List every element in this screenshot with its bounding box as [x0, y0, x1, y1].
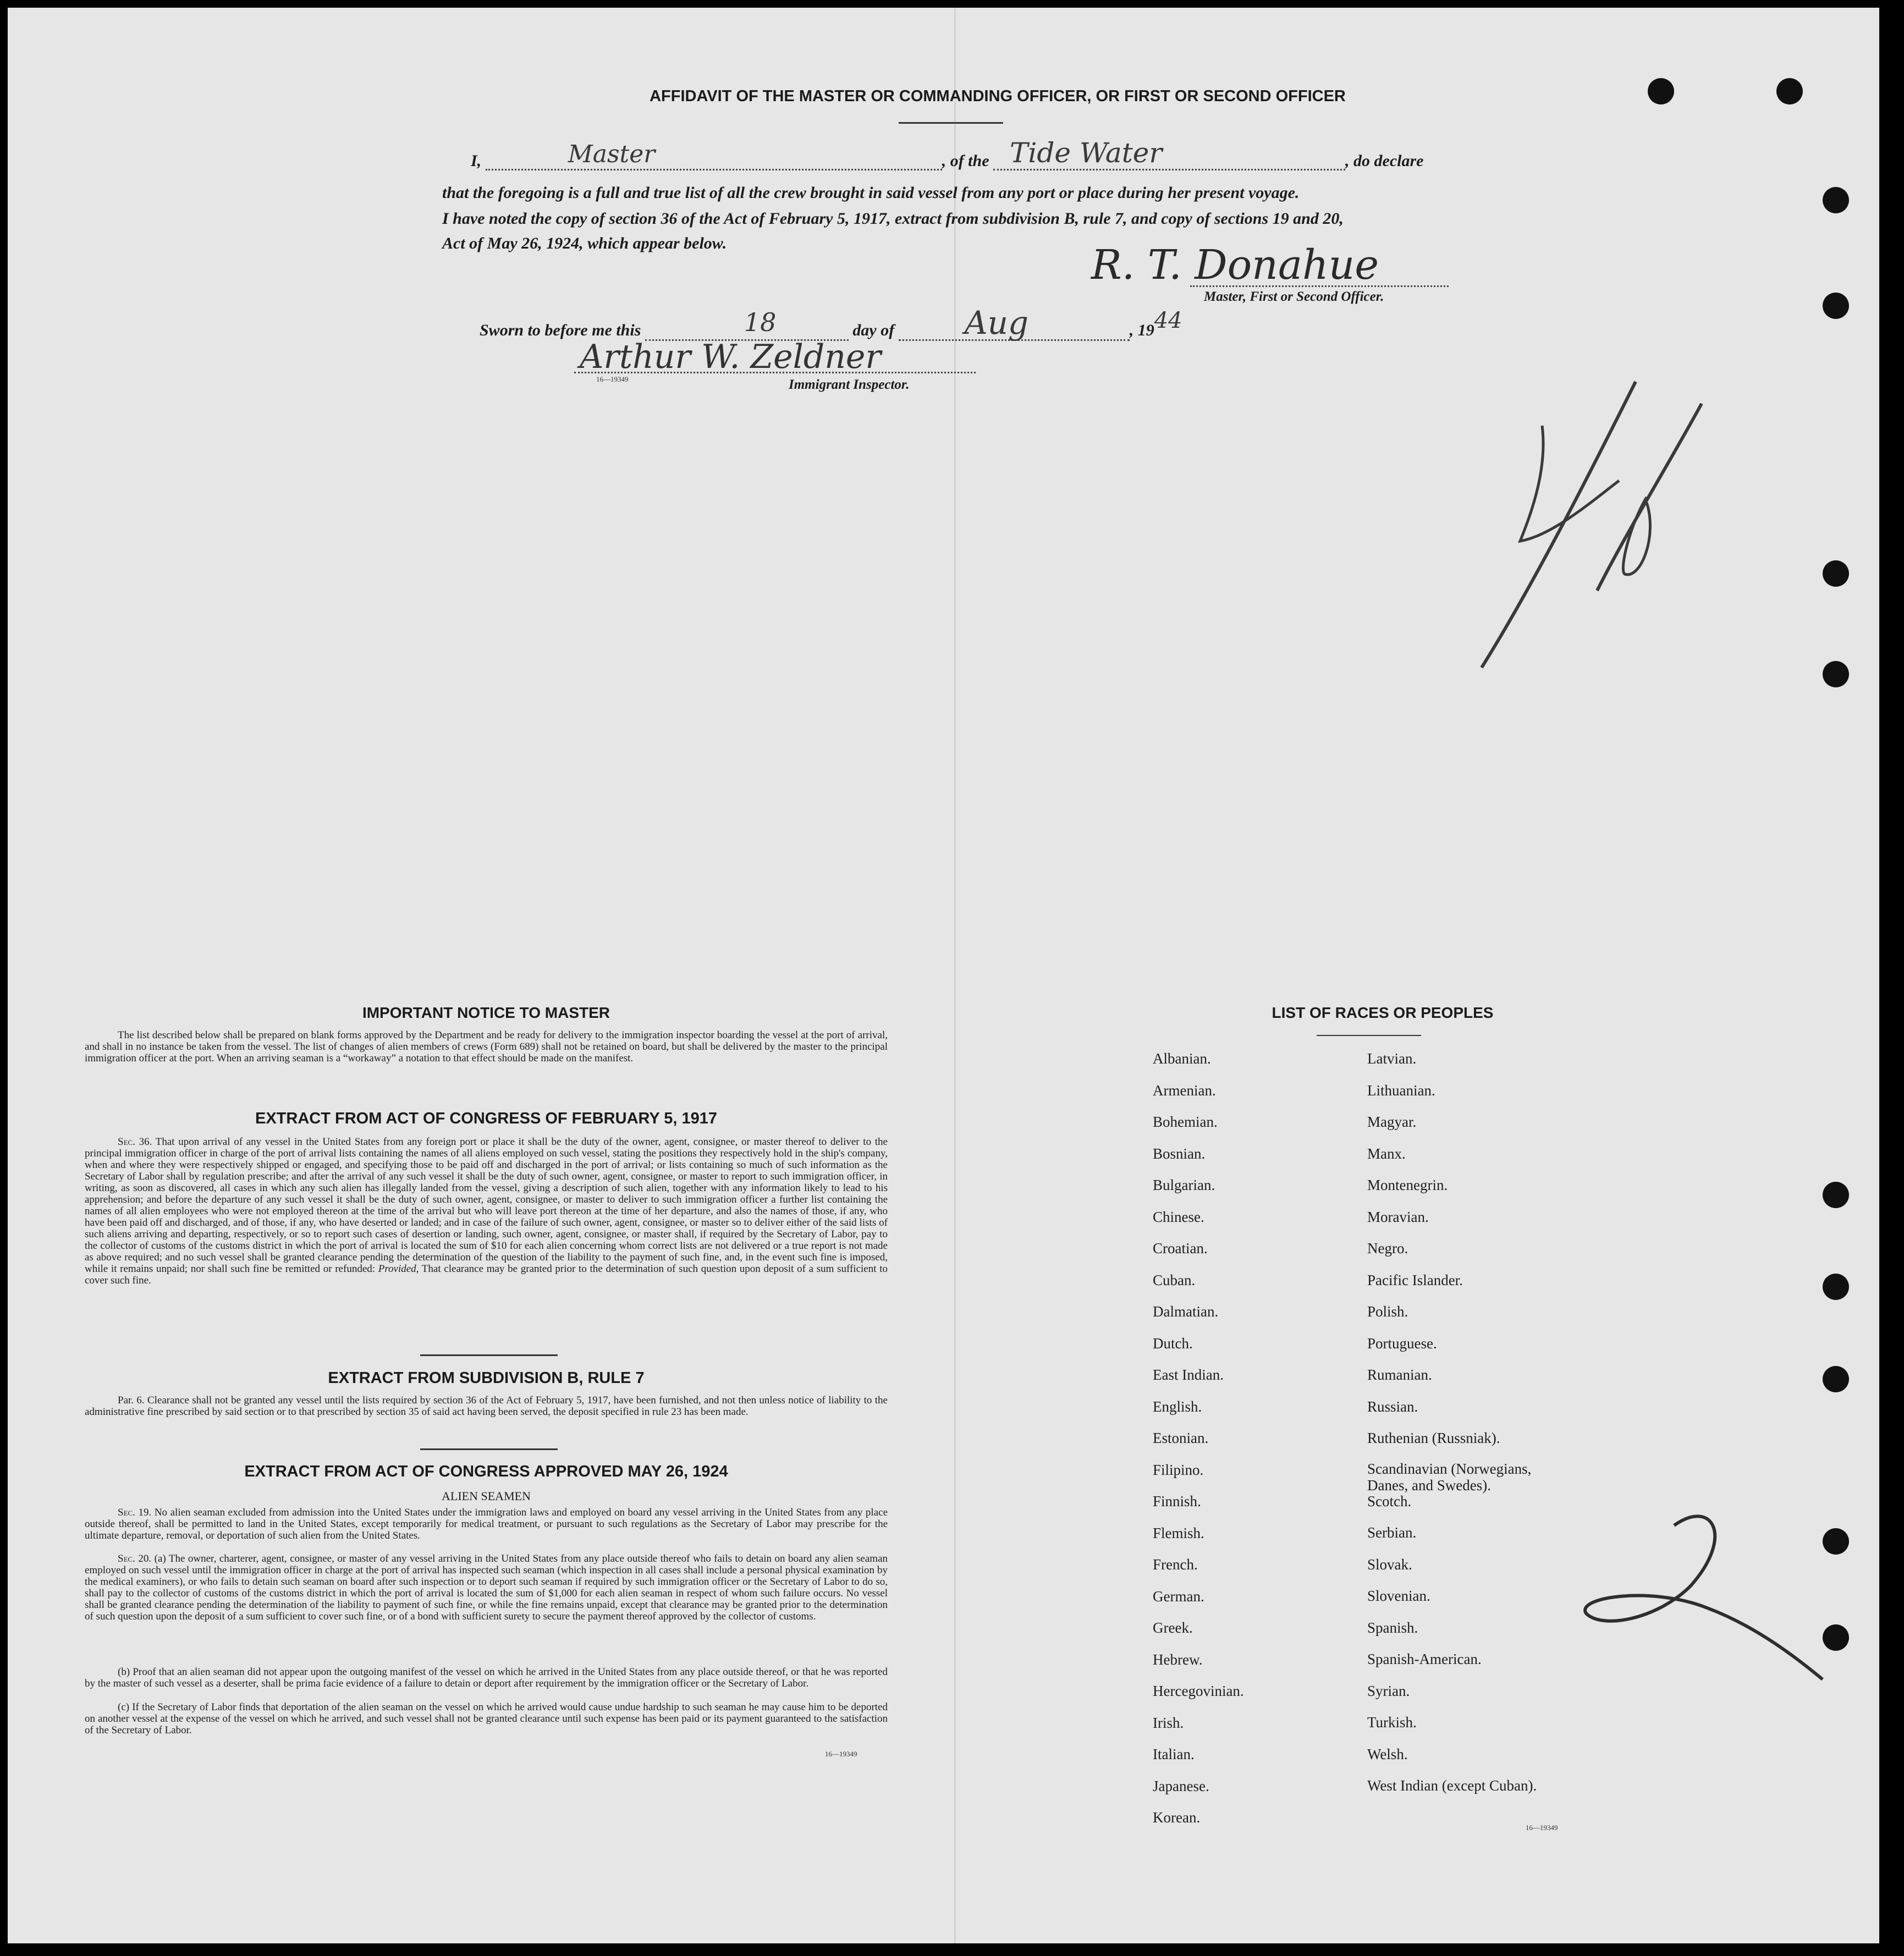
- race-item: Bohemian.: [1153, 1114, 1218, 1130]
- sec-20c-text: (c) If the Secretary of Labor finds that deportation of the alien seaman on the vessel on which he arrived would cause undue hardship to such seaman he may cause him to be deported on another vessel at the expense of the vessel on which he arrived, and such vessel shall not be granted clearance until such expense has been paid or its payment guaranteed to the satisfaction of the Secretary of Labor.: [85, 1701, 888, 1736]
- alien-seamen-subtitle: ALIEN SEAMEN: [442, 1489, 531, 1503]
- divider-2: [420, 1448, 558, 1450]
- sworn-month-handwritten: Aug: [964, 304, 1029, 341]
- races-right-column: [1367, 1049, 1565, 1808]
- rule7-text: Par. 6. Clearance shall not be granted any vessel until the lists required by section 36 of the Act of February 5, 1917, have been furnished, and not then unless notice of liability to the administrative fine prescribed by said section or to that prescribed by section 35 of said act having been served, the deposit specified in rule 23 has been made.: [85, 1395, 888, 1418]
- affidavit-title: AFFIDAVIT OF THE MASTER OR COMMANDING OFFICER, OR FIRST OR SECOND OFFICER: [650, 87, 1346, 105]
- extract-1917-text: [85, 1136, 888, 1286]
- race-item: Irish.: [1153, 1714, 1184, 1731]
- race-item: Manx.: [1367, 1145, 1406, 1162]
- signature-caption: Master, First or Second Officer.: [1204, 289, 1384, 304]
- sec-36-body: That upon arrival of any vessel in the United States from any foreign port or place it shall be the duty of the owner, agent, consignee, or master thereof to deliver to the principal immigration officer in charge of the port of arrival lists containing the names of all aliens employed on such vessel, stating the positions they respectively hold in the ship's company, when and where they were respectively shipped or engaged, and specifying those to be paid off and discharged in the port of arrival; or lists containing so much of such information as the Secretary of Labor shall by regulation prescribe; and after the arrival of any such vessel it shall be the duty of such owner, agent, consignee, or master to report to such immigration officer, in writing, as soon as discovered, all cases in which any such alien has illegally landed from the vessel, giving a description of such alien, together with any information likely to lead to his apprehension; and before the departure of any such vessel it shall be the duty of such owner, agent, consignee, or master to deliver to such immigration officer a further list containing the names of all alien employees who were not employed thereon at the time of the arrival but who will leave port thereon at the time of her departure, and also the names of those, if any, who have been paid off and discharged, and of those, if any, who have deserted or landed; and in case of the failure of such owner, agent, consignee, or master so to deliver either of the said lists of such aliens arriving and departing, respectively, or so to report such cases of desertion or landing, such owner, agent, consignee, or master shall, if required by the Secretary of Labor, pay to the collector of customs of the customs district in which the port of arrival is located the sum of $10 for each alien concerning whom correct lists are not delivered or a true report is not made as above required; and no such vessel shall be granted clearance pending the determination of the question of the liability to the payment of such fine, and, in the event such fine is imposed, while it remains unpaid; nor shall such fine be remitted or refunded:: [85, 1136, 888, 1275]
- race-item: Magyar.: [1367, 1114, 1417, 1130]
- inspector-signature-line: [574, 372, 976, 373]
- race-item: Albanian.: [1153, 1050, 1211, 1067]
- punch-hole: [1823, 560, 1849, 587]
- sec-20b-text: (b) Proof that an alien seaman did not appear upon the outgoing manifest of the vessel on which he arrived in the United States from any place outside thereof, or that he was reported by the master of such vessel as a deserter, shall be prima facie evidence of a failure to detain or deport after requirement by the immigration officer or the Secretary of Labor.: [85, 1666, 888, 1689]
- punch-hole: [1823, 1274, 1849, 1300]
- race-item: Cuban.: [1153, 1271, 1196, 1288]
- punch-hole: [1823, 1182, 1849, 1208]
- race-item: Italian.: [1153, 1746, 1195, 1762]
- sec-20-label: Sec. 20.: [118, 1553, 152, 1564]
- race-item: Hebrew.: [1153, 1651, 1203, 1668]
- race-item: Croatian.: [1153, 1240, 1208, 1257]
- extract-1917-title: EXTRACT FROM ACT OF CONGRESS OF FEBRUARY 5, 1917: [255, 1110, 718, 1127]
- race-item: Korean.: [1153, 1809, 1201, 1826]
- race-item: Dutch.: [1153, 1335, 1193, 1352]
- race-item: Lithuanian.: [1367, 1082, 1435, 1099]
- race-item: Russian.: [1367, 1398, 1418, 1415]
- races-title: LIST OF RACES OR PEOPLES: [1272, 1004, 1494, 1021]
- race-item: Hercegovinian.: [1153, 1683, 1244, 1699]
- race-item: Bosnian.: [1153, 1145, 1206, 1162]
- document-sheet: [8, 8, 1879, 1943]
- extract-1924-title: EXTRACT FROM ACT OF CONGRESS APPROVED MAY 26, 1924: [244, 1463, 728, 1480]
- notice-title: IMPORTANT NOTICE TO MASTER: [362, 1004, 610, 1021]
- sworn-year-prefix: , 19: [1129, 321, 1154, 339]
- race-item: Finnish.: [1153, 1493, 1201, 1509]
- divider-1: [420, 1354, 558, 1356]
- race-item: Latvian.: [1367, 1050, 1417, 1067]
- sec-36-end: That clearance may be granted prior to the determination of such question upon deposit of a sum sufficient to cover such fine.: [85, 1263, 888, 1286]
- large-mark-text: [1438, 706, 1439, 707]
- race-item: Negro.: [1367, 1240, 1408, 1257]
- punch-hole: [1823, 187, 1849, 213]
- race-item: Estonian.: [1153, 1430, 1209, 1446]
- inspector-signature: Arthur W. Zeldner: [580, 338, 882, 376]
- race-item: Ruthenian (Russniak).: [1367, 1430, 1500, 1446]
- inspector-caption: Immigrant Inspector.: [789, 377, 910, 392]
- race-item: Moravian.: [1367, 1208, 1429, 1225]
- race-item: French.: [1153, 1556, 1198, 1573]
- punch-hole: [1648, 78, 1674, 104]
- sworn-day-handwritten: 18: [744, 307, 777, 337]
- race-item: Portuguese.: [1367, 1335, 1437, 1352]
- affidavit-line-4: Act of May 26, 1924, which appear below.: [442, 234, 727, 252]
- race-item: Pacific Islander.: [1367, 1271, 1463, 1288]
- signature-line: [1190, 285, 1449, 287]
- label-do-declare: , do declare: [1345, 152, 1424, 170]
- sec-36-label: Sec. 36.: [118, 1136, 152, 1148]
- race-item: German.: [1153, 1588, 1204, 1605]
- races-form-number: 16—19349: [1526, 1823, 1558, 1832]
- race-item: Greek.: [1153, 1619, 1193, 1636]
- title-underline: [899, 122, 1003, 124]
- race-item: Japanese.: [1153, 1777, 1209, 1794]
- race-item: Rumanian.: [1367, 1367, 1432, 1383]
- race-item: Bulgarian.: [1153, 1177, 1215, 1193]
- rule7-title: EXTRACT FROM SUBDIVISION B, RULE 7: [328, 1369, 645, 1387]
- label-i: I,: [471, 152, 482, 170]
- race-item: Chinese.: [1153, 1208, 1204, 1225]
- race-item: English.: [1153, 1398, 1202, 1415]
- sec-20a-text: [85, 1553, 888, 1622]
- race-item: Flemish.: [1153, 1524, 1204, 1541]
- sec-19-text: [85, 1507, 888, 1541]
- sworn-year-handwritten: 44: [1154, 308, 1182, 333]
- punch-hole: [1776, 78, 1803, 104]
- affidavit-line-3: I have noted the copy of section 36 of the Act of February 5, 1917, extract from subdivision B, rule 7, and copy of sections 19 and 20,: [442, 210, 1344, 228]
- punch-hole: [1823, 661, 1849, 687]
- master-signature: R. T. Donahue: [1091, 241, 1379, 289]
- sec-19-body: No alien seaman excluded from admission into the United States under the immigration laws and employed on board any vessel arriving in the United States from any place outside thereof, shall be permitted to land in the United States, except temporarily for medical treatment, or pursuant to such regulations as the Secretary of Labor may prescribe for the ultimate departure, removal, or deportation of such alien from the United States.: [85, 1507, 888, 1541]
- center-fold: [954, 8, 956, 1943]
- large-mark-strokes: [1460, 371, 1768, 679]
- race-item: Armenian.: [1153, 1082, 1216, 1099]
- race-item: East Indian.: [1153, 1367, 1224, 1383]
- race-item: Scandinavian (Norwegians, Danes, and Swedes).: [1367, 1460, 1532, 1494]
- sworn-day-of: day of: [852, 321, 895, 339]
- provided-word: Provided,: [378, 1263, 419, 1275]
- race-item: Filipino.: [1153, 1461, 1204, 1478]
- race-item: West Indian (except Cuban).: [1367, 1777, 1537, 1794]
- number-mark-stroke: [1570, 1503, 1834, 1701]
- race-item: Dalmatian.: [1153, 1303, 1219, 1320]
- affidavit-line-2: that the foregoing is a full and true list of all the crew brought in said vessel from any port or place during her present voyage.: [442, 184, 1300, 202]
- races-left-column: [1153, 1049, 1244, 1840]
- punch-hole: [1823, 1366, 1849, 1392]
- race-item: Slovenian.: [1367, 1588, 1430, 1604]
- race-item: Syrian.: [1367, 1682, 1410, 1699]
- punch-hole: [1823, 293, 1849, 319]
- races-underline: [1317, 1035, 1421, 1036]
- label-of-the: , of the: [942, 152, 989, 170]
- race-item: Serbian.: [1367, 1524, 1417, 1541]
- notice-text: The list described below shall be prepared on blank forms approved by the Department and be ready for delivery to the immigration inspector boarding the vessel at the port of arrival, and shall in no instance be taken from the vessel. The list of changes of alien members of crews (Form 689) shall not be retained on board, but shall be delivered by the master to the principal immigration officer at the port. When an arriving seaman is a “workaway” a notation to that effect should be made on the manifest.: [85, 1029, 888, 1064]
- race-item: Turkish.: [1367, 1714, 1417, 1731]
- race-item: Scotch.: [1367, 1492, 1412, 1509]
- master-name-handwritten: Master: [568, 140, 656, 168]
- race-item: Slovak.: [1367, 1556, 1412, 1573]
- sworn-prefix: Sworn to before me this: [480, 321, 641, 339]
- race-item: Montenegrin.: [1367, 1177, 1448, 1193]
- sec-20a-body: (a) The owner, charterer, agent, consignee, or master of any vessel arriving in the United States from any place outside thereof who fails to detain on board any alien seaman employed on such vessel until the immigration officer in charge at the port of arrival has inspected such seaman (which inspection in all cases shall include a personal physical examination by the medical examiners), or who fails to detain such seaman on board after such inspection or to deport such seaman if required by such immigration officer or the Secretary of Labor to do so, shall pay to the collector of customs of the customs district in which the port of arrival is located the sum of $1,000 for each alien seaman in respect of whom such failure occurs. No vessel shall be granted clearance pending the determination of the liability to payment of such fine, or while the fine remains unpaid, except that clearance may be granted prior to the determination of such question upon the deposit of a sum sufficient to cover such fine, or of a bond with sufficient surety to secure the payment thereof approved by the collector of customs.: [85, 1553, 888, 1622]
- sec-19-label: Sec. 19.: [118, 1507, 152, 1518]
- race-item: Spanish-American.: [1367, 1651, 1482, 1667]
- vessel-name-handwritten: Tide Water: [1010, 137, 1163, 169]
- extract-form-number: 16—19349: [825, 1750, 857, 1758]
- race-item: Welsh.: [1367, 1745, 1408, 1762]
- affidavit-line-1: [471, 137, 1466, 170]
- affidavit-form-number: 16—19349: [596, 375, 629, 383]
- race-item: Spanish.: [1367, 1619, 1418, 1636]
- race-item: Polish.: [1367, 1303, 1408, 1320]
